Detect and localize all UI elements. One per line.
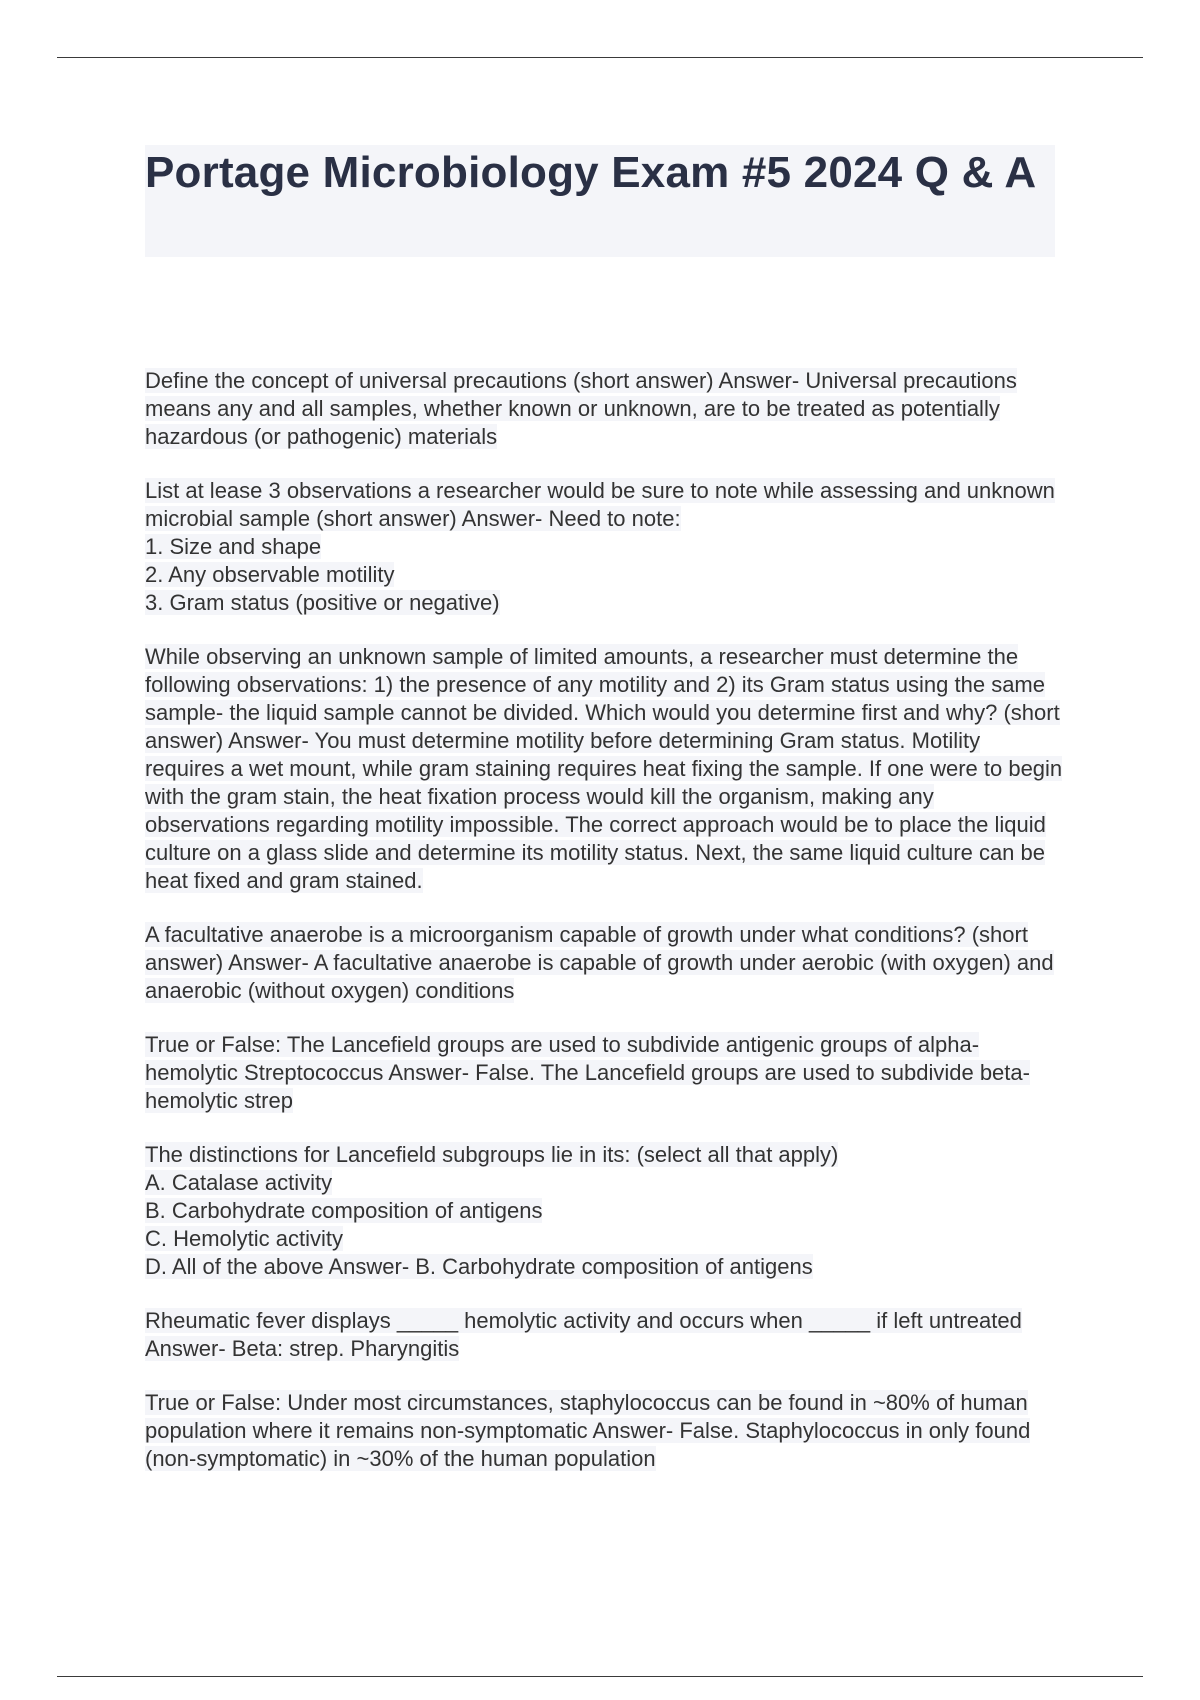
qa-item xyxy=(145,1141,1063,1281)
qa-text: Rheumatic fever displays _____ hemolytic activity and occurs when _____ if left untreated Answer- Beta: strep. Pharyngitis xyxy=(145,1308,1022,1361)
page-title: Portage Microbiology Exam #5 2024 Q & A xyxy=(145,148,1037,197)
qa-list xyxy=(145,367,1063,1499)
qa-text: True or False: Under most circumstances, staphylococcus can be found in ~80% of human population where it remains non-symptomatic Answer- False. Staphylococcus in only found (non-symptomatic) in ~30% of the human population xyxy=(145,1390,1031,1471)
qa-item xyxy=(145,367,1063,451)
qa-item xyxy=(145,477,1063,617)
qa-text: True or False: The Lancefield groups are used to subdivide antigenic groups of alpha-hemolytic Streptococcus Answer- False. The Lancefield groups are used to subdivide beta-hemolytic strep xyxy=(145,1032,1030,1113)
qa-text: Define the concept of universal precautions (short answer) Answer- Universal precautions means any and all samples, whether known or unknown, are to be treated as potentially hazardous (or pathogenic) materials xyxy=(145,368,1017,449)
qa-item xyxy=(145,643,1063,895)
qa-text: A facultative anaerobe is a microorganism capable of growth under what conditions? (short answer) Answer- A facultative anaerobe is capable of growth under aerobic (with oxygen) and anaerobic (without oxygen) conditions xyxy=(145,922,1054,1003)
qa-text: The distinctions for Lancefield subgroups lie in its: (select all that apply) A. Catalase activity B. Carbohydrate composition of antigens C. Hemolytic activity D. All of the above Answer- B. Carbohydrate composition of antigens xyxy=(145,1142,839,1279)
qa-text: While observing an unknown sample of limited amounts, a researcher must determine the following observations: 1) the presence of any motility and 2) its Gram status using the same sample- the liquid sample cannot be divided. Which would you determine first and why? (short answer) Answer- You must determine motility before determining Gram status. Motility requires a wet mount, while gram staining requires heat fixing the sample. If one were to begin with the gram stain, the heat fixation process would kill the organism, making any observations regarding motility impossible. The correct approach would be to place the liquid culture on a glass slide and determine its motility status. Next, the same liquid culture can be heat fixed and gram stained. xyxy=(145,644,1063,893)
qa-item xyxy=(145,1307,1063,1363)
qa-text: List at lease 3 observations a researcher would be sure to note while assessing and unknown microbial sample (short answer) Answer- Need to note: 1. Size and shape 2. Any observable motility 3. Gram status (positive or negative) xyxy=(145,478,1055,615)
bottom-rule xyxy=(57,1676,1143,1677)
qa-item xyxy=(145,921,1063,1005)
qa-item xyxy=(145,1031,1063,1115)
qa-item xyxy=(145,1389,1063,1473)
top-rule xyxy=(57,57,1143,58)
